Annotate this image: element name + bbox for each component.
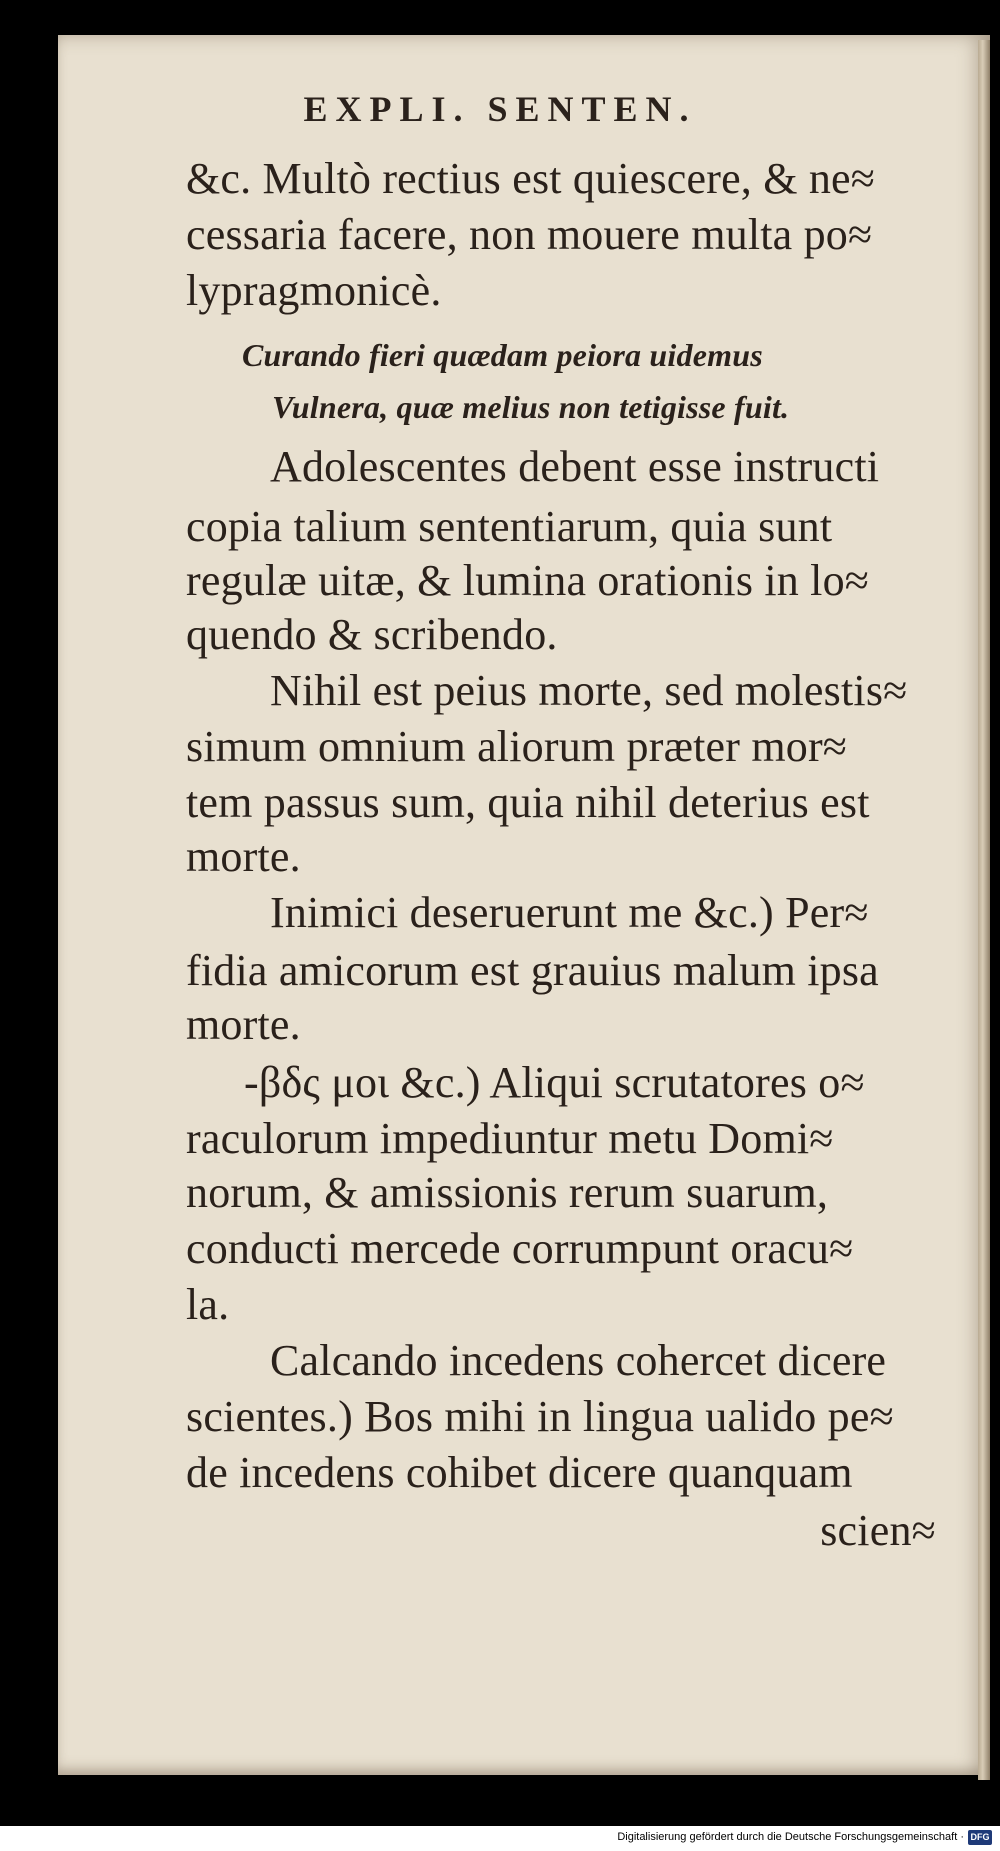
text-line: morte.	[186, 832, 301, 881]
catchword: scien≈	[820, 1506, 936, 1555]
text-line: Adolescentes debent esse instructi	[270, 442, 880, 491]
text-line: quendo & scribendo.	[186, 610, 558, 659]
text-line: simum omnium aliorum præter mor≈	[186, 722, 848, 771]
text-line: Nihil est peius morte, sed molestis≈	[270, 666, 908, 715]
text-line: lypragmonicè.	[186, 266, 442, 315]
verse-line: Vulnera, quæ melius non tetigisse fuit.	[272, 389, 790, 425]
text-line: cessaria facere, non mouere multa po≈	[186, 210, 873, 259]
text-line: norum, & amissionis rerum suarum,	[186, 1168, 829, 1217]
text-line: la.	[186, 1280, 230, 1329]
text-line: regulæ uitæ, & lumina orationis in lo≈	[186, 556, 870, 605]
text-line: de incedens cohibet dicere quanquam	[186, 1448, 853, 1497]
text-line: Calcando incedens cohercet dicere	[270, 1336, 887, 1385]
running-header: EXPLI. SENTEN.	[303, 89, 697, 129]
text-line: raculorum impediuntur metu Domi≈	[186, 1114, 834, 1163]
text-line: Inimici deseruerunt me &c.) Per≈	[270, 888, 869, 937]
text-line: morte.	[186, 1000, 301, 1049]
text-line: -βδς μοι &c.) Aliqui scrutatores o≈	[244, 1058, 865, 1107]
digitization-footer	[0, 1826, 1000, 1851]
text-line: scientes.) Bos mihi in lingua ualido pe≈	[186, 1392, 894, 1441]
text-line: &c. Multò rectius est quiescere, & ne≈	[186, 154, 876, 203]
verse-line: Curando fieri quædam peiora uidemus	[242, 337, 763, 373]
text-line: fidia amicorum est grauius malum ipsa	[186, 946, 879, 995]
text-line: conducti mercede corrumpunt oracu≈	[186, 1224, 854, 1273]
footer-credit: Digitalisierung gefördert durch die Deutsche Forschungsgemeinschaft ·	[617, 1831, 964, 1843]
text-line: tem passus sum, quia nihil deterius est	[186, 778, 870, 827]
text-line: copia talium sententiarum, quia sunt	[186, 502, 833, 551]
dfg-logo-icon: DFG	[968, 1830, 992, 1845]
